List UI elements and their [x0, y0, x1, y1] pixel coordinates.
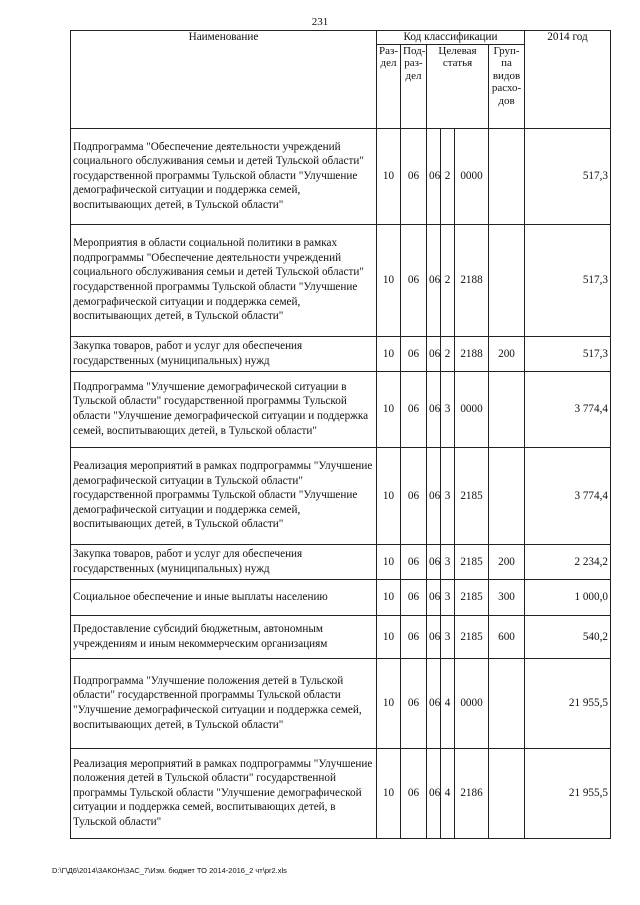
- row-group: [489, 371, 525, 447]
- row-target-2: 2: [441, 128, 455, 224]
- row-target-3: 0000: [455, 128, 489, 224]
- row-razdel: 10: [377, 371, 401, 447]
- header-target-text: Целевая статья: [438, 44, 477, 69]
- table-row: [71, 748, 611, 838]
- row-podrazdel: 06: [401, 544, 427, 579]
- row-target-1: 06: [427, 658, 441, 748]
- row-target-1: 06: [427, 579, 441, 615]
- row-razdel: 10: [377, 748, 401, 838]
- row-razdel: 10: [377, 544, 401, 579]
- row-target-1: 06: [427, 615, 441, 658]
- row-name: Закупка товаров, работ и услуг для обеспечения государственных (муниципальных) нужд: [71, 336, 377, 371]
- row-target-3: 2185: [455, 579, 489, 615]
- row-razdel: 10: [377, 336, 401, 371]
- row-group: 200: [489, 336, 525, 371]
- table-row: [71, 615, 611, 658]
- row-target-3: 2185: [455, 615, 489, 658]
- row-amount: 540,2: [525, 615, 611, 658]
- row-razdel: 10: [377, 447, 401, 544]
- row-target-1: 06: [427, 128, 441, 224]
- file-path-footer: D:\Г\Д6\2014\ЗАКОН\ЗАС_7\Изм. бюджет ТО 2014-2016_2 чт\pr2.xls: [52, 866, 287, 875]
- row-group: [489, 658, 525, 748]
- row-amount: 3 774,4: [525, 371, 611, 447]
- row-target-3: 2185: [455, 544, 489, 579]
- header-razdel-text: Раз-дел: [379, 44, 399, 69]
- row-amount: 517,3: [525, 128, 611, 224]
- row-group: 300: [489, 579, 525, 615]
- row-razdel: 10: [377, 615, 401, 658]
- row-target-2: 4: [441, 748, 455, 838]
- table-row: [71, 371, 611, 447]
- row-target-2: 2: [441, 224, 455, 336]
- row-name: Мероприятия в области социальной политики в рамках подпрограммы "Обеспечение деятельности учреждений социального обслуживания семьи и детей Тульской области" государственной программы Тульской области "Улучшение демографической ситуации и поддержка семей, воспитывающих детей, в Тульской области": [71, 224, 377, 336]
- row-name: Подпрограмма "Улучшение демографической ситуации в Тульской области" государственной программы Тульской области "Улучшение демографической ситуации и поддержка семей, воспитывающих детей, в Тульской области": [71, 371, 377, 447]
- row-target-1: 06: [427, 447, 441, 544]
- row-amount: 21 955,5: [525, 658, 611, 748]
- row-target-2: 2: [441, 336, 455, 371]
- table-row: [71, 224, 611, 336]
- row-group: [489, 748, 525, 838]
- row-target-2: 4: [441, 658, 455, 748]
- table-row: [71, 128, 611, 224]
- table-row: [71, 336, 611, 371]
- row-podrazdel: 06: [401, 224, 427, 336]
- row-razdel: 10: [377, 579, 401, 615]
- header-row-top: [71, 31, 611, 45]
- table-row: [71, 579, 611, 615]
- row-target-2: 3: [441, 615, 455, 658]
- table-row: [71, 658, 611, 748]
- header-year: 2014 год: [525, 31, 611, 129]
- row-name: Подпрограмма "Обеспечение деятельности учреждений социального обслуживания семьи и детей Тульской области" государственной программы Тульской области "Улучшение демографической ситуации и поддержка семей, воспитывающих детей, в Тульской области": [71, 128, 377, 224]
- row-target-3: 0000: [455, 371, 489, 447]
- row-target-3: 2188: [455, 336, 489, 371]
- header-razdel: [377, 44, 401, 128]
- row-target-2: 3: [441, 447, 455, 544]
- row-podrazdel: 06: [401, 579, 427, 615]
- row-target-3: 2186: [455, 748, 489, 838]
- header-target: [427, 44, 489, 128]
- header-group-text: Груп-па видов расхо-дов: [491, 44, 522, 107]
- row-podrazdel: 06: [401, 658, 427, 748]
- row-amount: 517,3: [525, 224, 611, 336]
- row-target-2: 3: [441, 544, 455, 579]
- row-target-1: 06: [427, 371, 441, 447]
- row-amount: 21 955,5: [525, 748, 611, 838]
- row-razdel: 10: [377, 128, 401, 224]
- row-target-1: 06: [427, 748, 441, 838]
- row-razdel: 10: [377, 658, 401, 748]
- row-name: Подпрограмма "Улучшение положения детей в Тульской области" государственной программы Тульской области "Улучшение демографической ситуации и поддержка семей, воспитывающих детей, в Тульской области": [71, 658, 377, 748]
- row-podrazdel: 06: [401, 615, 427, 658]
- row-podrazdel: 06: [401, 371, 427, 447]
- row-name: Закупка товаров, работ и услуг для обеспечения государственных (муниципальных) нужд: [71, 544, 377, 579]
- row-name: Предоставление субсидий бюджетным, автономным учреждениям и иным некоммерческим организациям: [71, 615, 377, 658]
- table-row: [71, 447, 611, 544]
- row-target-1: 06: [427, 544, 441, 579]
- header-group: [489, 44, 525, 128]
- row-razdel: 10: [377, 224, 401, 336]
- row-target-1: 06: [427, 224, 441, 336]
- row-podrazdel: 06: [401, 748, 427, 838]
- row-target-1: 06: [427, 336, 441, 371]
- table-row: [71, 544, 611, 579]
- row-podrazdel: 06: [401, 336, 427, 371]
- row-target-3: 2185: [455, 447, 489, 544]
- row-amount: 517,3: [525, 336, 611, 371]
- row-name: Социальное обеспечение и иные выплаты населению: [71, 579, 377, 615]
- row-podrazdel: 06: [401, 447, 427, 544]
- row-amount: 3 774,4: [525, 447, 611, 544]
- header-podrazdel-text: Под-раз-дел: [403, 44, 426, 82]
- row-target-2: 3: [441, 579, 455, 615]
- row-target-3: 2188: [455, 224, 489, 336]
- row-target-2: 3: [441, 371, 455, 447]
- row-amount: 2 234,2: [525, 544, 611, 579]
- row-group: 200: [489, 544, 525, 579]
- row-amount: 1 000,0: [525, 579, 611, 615]
- row-name: Реализация мероприятий в рамках подпрограммы "Улучшение демографической ситуации в Тульской области" государственной программы Тульской области "Улучшение демографической ситуации и поддержка семей, воспитывающих детей, в Тульской области": [71, 447, 377, 544]
- budget-table: [70, 30, 611, 839]
- row-group: 600: [489, 615, 525, 658]
- row-podrazdel: 06: [401, 128, 427, 224]
- header-podrazdel: [401, 44, 427, 128]
- header-code-group: Код классификации: [377, 31, 525, 45]
- row-group: [489, 128, 525, 224]
- row-target-3: 0000: [455, 658, 489, 748]
- header-name: Наименование: [71, 31, 377, 129]
- row-group: [489, 224, 525, 336]
- row-name: Реализация мероприятий в рамках подпрограммы "Улучшение положения детей в Тульской области" государственной программы Тульской области "Улучшение демографической ситуации и поддержка семей, воспитывающих детей, в Тульской области": [71, 748, 377, 838]
- row-group: [489, 447, 525, 544]
- page-number: 231: [311, 16, 329, 28]
